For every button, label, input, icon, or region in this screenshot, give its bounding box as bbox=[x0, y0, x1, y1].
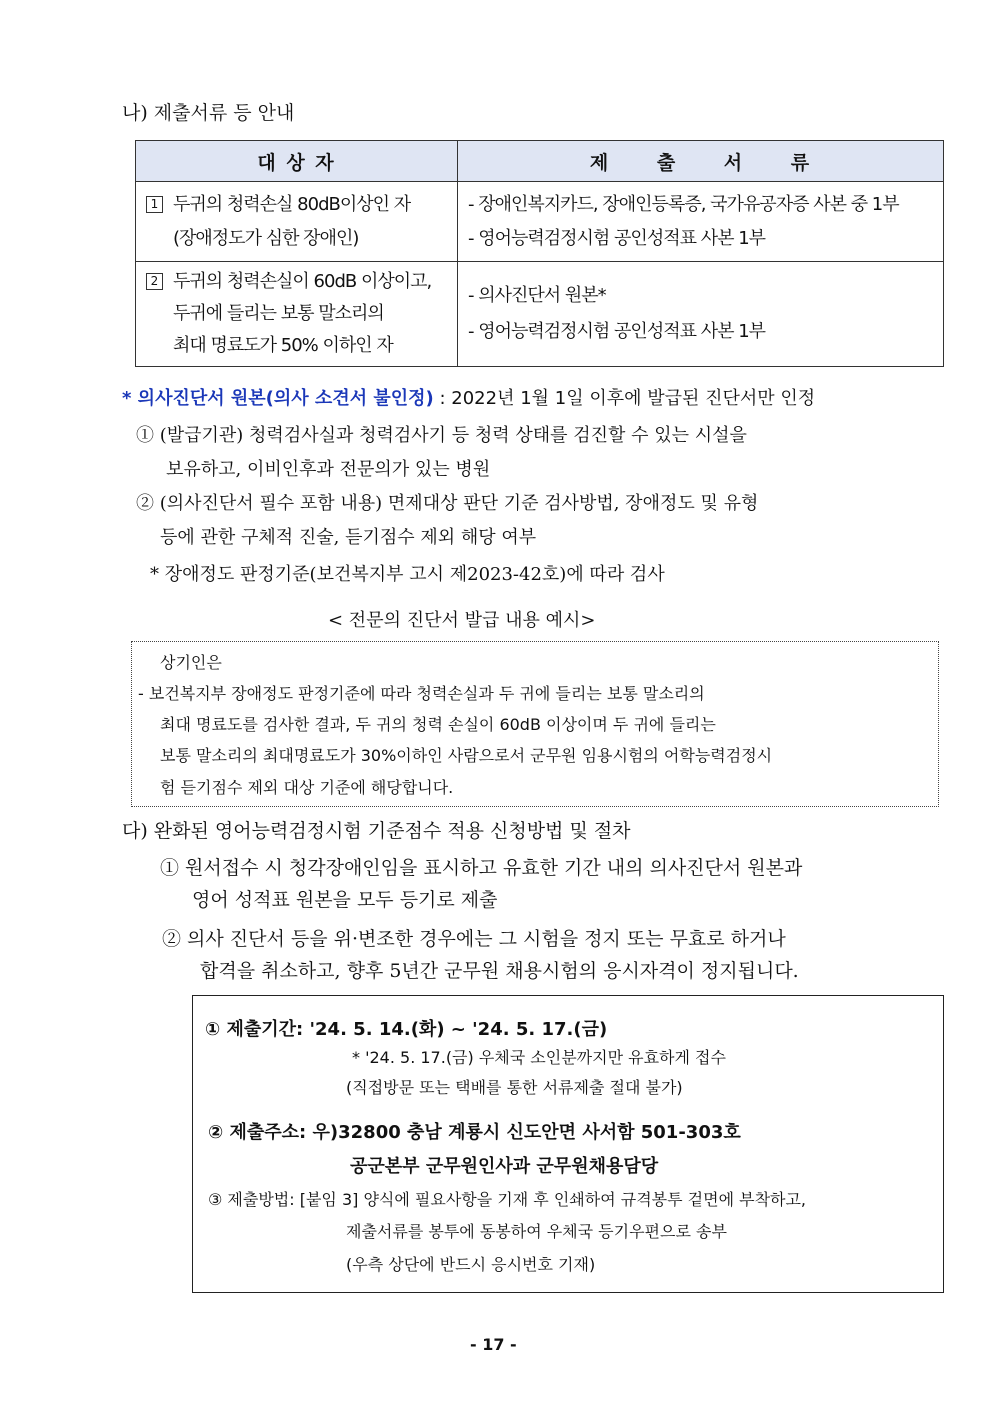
documents-cell bbox=[458, 182, 944, 262]
example-line: 최대 명료도를 검사한 결과, 두 귀의 청력 손실이 60dB 이상이며 두 귀에 들리는 bbox=[160, 715, 716, 734]
content-line1: ② (의사진단서 필수 포함 내용) 면제대상 판단 기준 검사방법, 장애정도 및 유형 bbox=[136, 493, 759, 514]
target-line: (장애정도가 심한 장애인) bbox=[173, 227, 359, 249]
procedure-line: ② 의사 진단서 등을 위·변조한 경우에는 그 시험을 정지 또는 무효로 하거나 bbox=[162, 928, 786, 950]
example-caption: < 전문의 진단서 발급 내용 예시> bbox=[328, 610, 596, 631]
target-line: 두귀의 청력손실이 60dB 이상이고, bbox=[173, 271, 432, 292]
document-line: - 의사진단서 원본* bbox=[468, 285, 606, 306]
issuer-line1: ① (발급기관) 청력검사실과 청력검사기 등 청력 상태를 검진할 수 있는 시설을 bbox=[136, 425, 747, 446]
submission-method-line: (우측 상단에 반드시 응시번호 기재) bbox=[346, 1255, 596, 1274]
header-target: 대 상 자 bbox=[136, 141, 458, 182]
table-header-row bbox=[136, 141, 944, 182]
issuer-line2: 보유하고, 이비인후과 전문의가 있는 병원 bbox=[166, 459, 491, 480]
procedure-line: 영어 성적표 원본을 모두 등기로 제출 bbox=[192, 889, 498, 911]
certificate-note-rest: : 2022년 1월 1일 이후에 발급된 진단서만 인정 bbox=[433, 388, 816, 409]
section-title-da: 다) 완화된 영어능력검정시험 기준점수 적용 신청방법 및 절차 bbox=[122, 820, 631, 842]
submission-period-note: * '24. 5. 17.(금) 우체국 소인분까지만 유효하게 접수 bbox=[352, 1048, 726, 1067]
submission-address: ② 제출주소: 우)32800 충남 계룡시 신도안면 사서함 501-303호 bbox=[208, 1122, 741, 1143]
document-line: - 영어능력검정시험 공인성적표 사본 1부 bbox=[468, 321, 766, 342]
example-line: - 보건복지부 장애정도 판정기준에 따라 청력손실과 두 귀에 들리는 보통 말소리의 bbox=[138, 684, 705, 703]
section-title-na: 나) 제출서류 등 안내 bbox=[122, 102, 295, 124]
submission-method-line: 제출서류를 봉투에 동봉하여 우체국 등기우편으로 송부 bbox=[346, 1222, 727, 1241]
submission-method: ③ 제출방법: [붙임 3] 양식에 필요사항을 기재 후 인쇄하여 규격봉투 겉면에 부착하고, bbox=[208, 1190, 807, 1209]
example-line: 상기인은 bbox=[160, 653, 222, 672]
example-line: 보통 말소리의 최대명료도가 30%이하인 사람으로서 군무원 임용시험의 어학능력검정시 bbox=[160, 746, 773, 765]
submission-address-dept: 공군본부 군무원인사과 군무원채용담당 bbox=[350, 1156, 659, 1177]
submission-period: ① 제출기간: '24. 5. 14.(화) ~ '24. 5. 17.(금) bbox=[205, 1019, 608, 1040]
document-line: - 장애인복지카드, 장애인등록증, 국가유공자증 사본 중 1부 bbox=[468, 193, 899, 215]
target-line: 두귀의 청력손실 80dB이상인 자 bbox=[173, 193, 411, 215]
documents-cell bbox=[458, 262, 944, 367]
target-line: 최대 명료도가 50% 이하인 자 bbox=[173, 335, 393, 356]
row-number-box: 2 bbox=[146, 273, 163, 290]
table-row bbox=[136, 262, 944, 367]
row-number-box: 1 bbox=[146, 196, 163, 213]
target-line: 두귀에 들리는 보통 말소리의 bbox=[173, 303, 384, 324]
document-line: - 영어능력검정시험 공인성적표 사본 1부 bbox=[468, 227, 766, 249]
certificate-note bbox=[122, 384, 815, 410]
header-documents: 제 출 서 류 bbox=[458, 141, 944, 182]
submission-documents-table bbox=[135, 140, 944, 367]
example-line: 험 듣기점수 제외 대상 기준에 해당합니다. bbox=[160, 778, 454, 797]
page-number: - 17 - bbox=[470, 1335, 517, 1354]
target-cell bbox=[136, 182, 458, 262]
certificate-note-bold: * 의사진단서 원본(의사 소견서 불인정) bbox=[122, 388, 434, 409]
submission-period-note: (직접방문 또는 택배를 통한 서류제출 절대 불가) bbox=[346, 1078, 683, 1097]
content-line2: 등에 관한 구체적 진술, 듣기점수 제외 해당 여부 bbox=[160, 527, 537, 548]
target-cell bbox=[136, 262, 458, 367]
procedure-line: ① 원서접수 시 청각장애인임을 표시하고 유효한 기간 내의 의사진단서 원본과 bbox=[160, 857, 803, 879]
criteria-note: * 장애정도 판정기준(보건복지부 고시 제2023-42호)에 따라 검사 bbox=[150, 564, 665, 585]
procedure-line: 합격을 취소하고, 향후 5년간 군무원 채용시험의 응시자격이 정지됩니다. bbox=[200, 960, 799, 982]
table-row bbox=[136, 182, 944, 262]
